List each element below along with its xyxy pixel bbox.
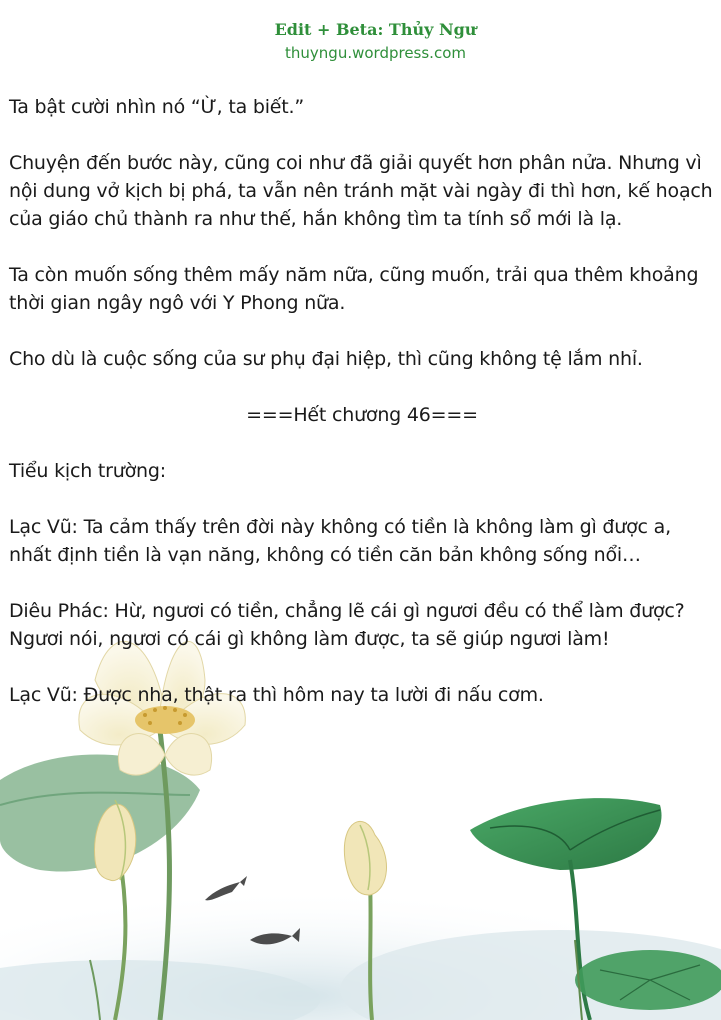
- site-url: thuyngu.wordpress.com: [285, 44, 466, 62]
- paragraph: Ta còn muốn sống thêm mấy năm nữa, cũng muốn, trải qua thêm khoảng thời gian ngây ngô với Y Phong nữa.: [9, 264, 699, 314]
- story-text: [9, 93, 715, 737]
- section-heading: Tiểu kịch trường:: [9, 460, 166, 482]
- paragraph: Diêu Phác: Hừ, ngươi có tiền, chẳng lẽ cái gì ngươi đều có thể làm được? Ngươi nói, ngươi có cái gì không làm được, ta sẽ giúp ngươi làm!: [9, 600, 685, 650]
- paragraph: Chuyện đến bước này, cũng coi như đã giải quyết hơn phân nửa. Nhưng vì nội dung vở kịch bị phá, ta vẫn nên tránh mặt vài ngày đi thì hơn, kế hoạch của giáo chủ thành ra như thế, hắn không tìm ta tính sổ mới là lạ.: [9, 152, 713, 230]
- credit-title: Edit + Beta: Thủy Ngư: [274, 20, 477, 39]
- paragraph: Cho dù là cuộc sống của sư phụ đại hiệp, thì cũng không tệ lắm nhỉ.: [9, 348, 643, 370]
- chapter-end-marker: ===Hết chương 46===: [246, 404, 478, 426]
- header: [0, 20, 721, 62]
- paragraph: Lạc Vũ: Được nha, thật ra thì hôm nay ta lười đi nấu cơm.: [9, 684, 544, 706]
- paragraph: Ta bật cười nhìn nó “Ừ, ta biết.”: [9, 96, 305, 118]
- paragraph: Lạc Vũ: Ta cảm thấy trên đời này không có tiền là không làm gì được a, nhất định tiền là vạn năng, không có tiền căn bản không sống nổi…: [9, 516, 671, 566]
